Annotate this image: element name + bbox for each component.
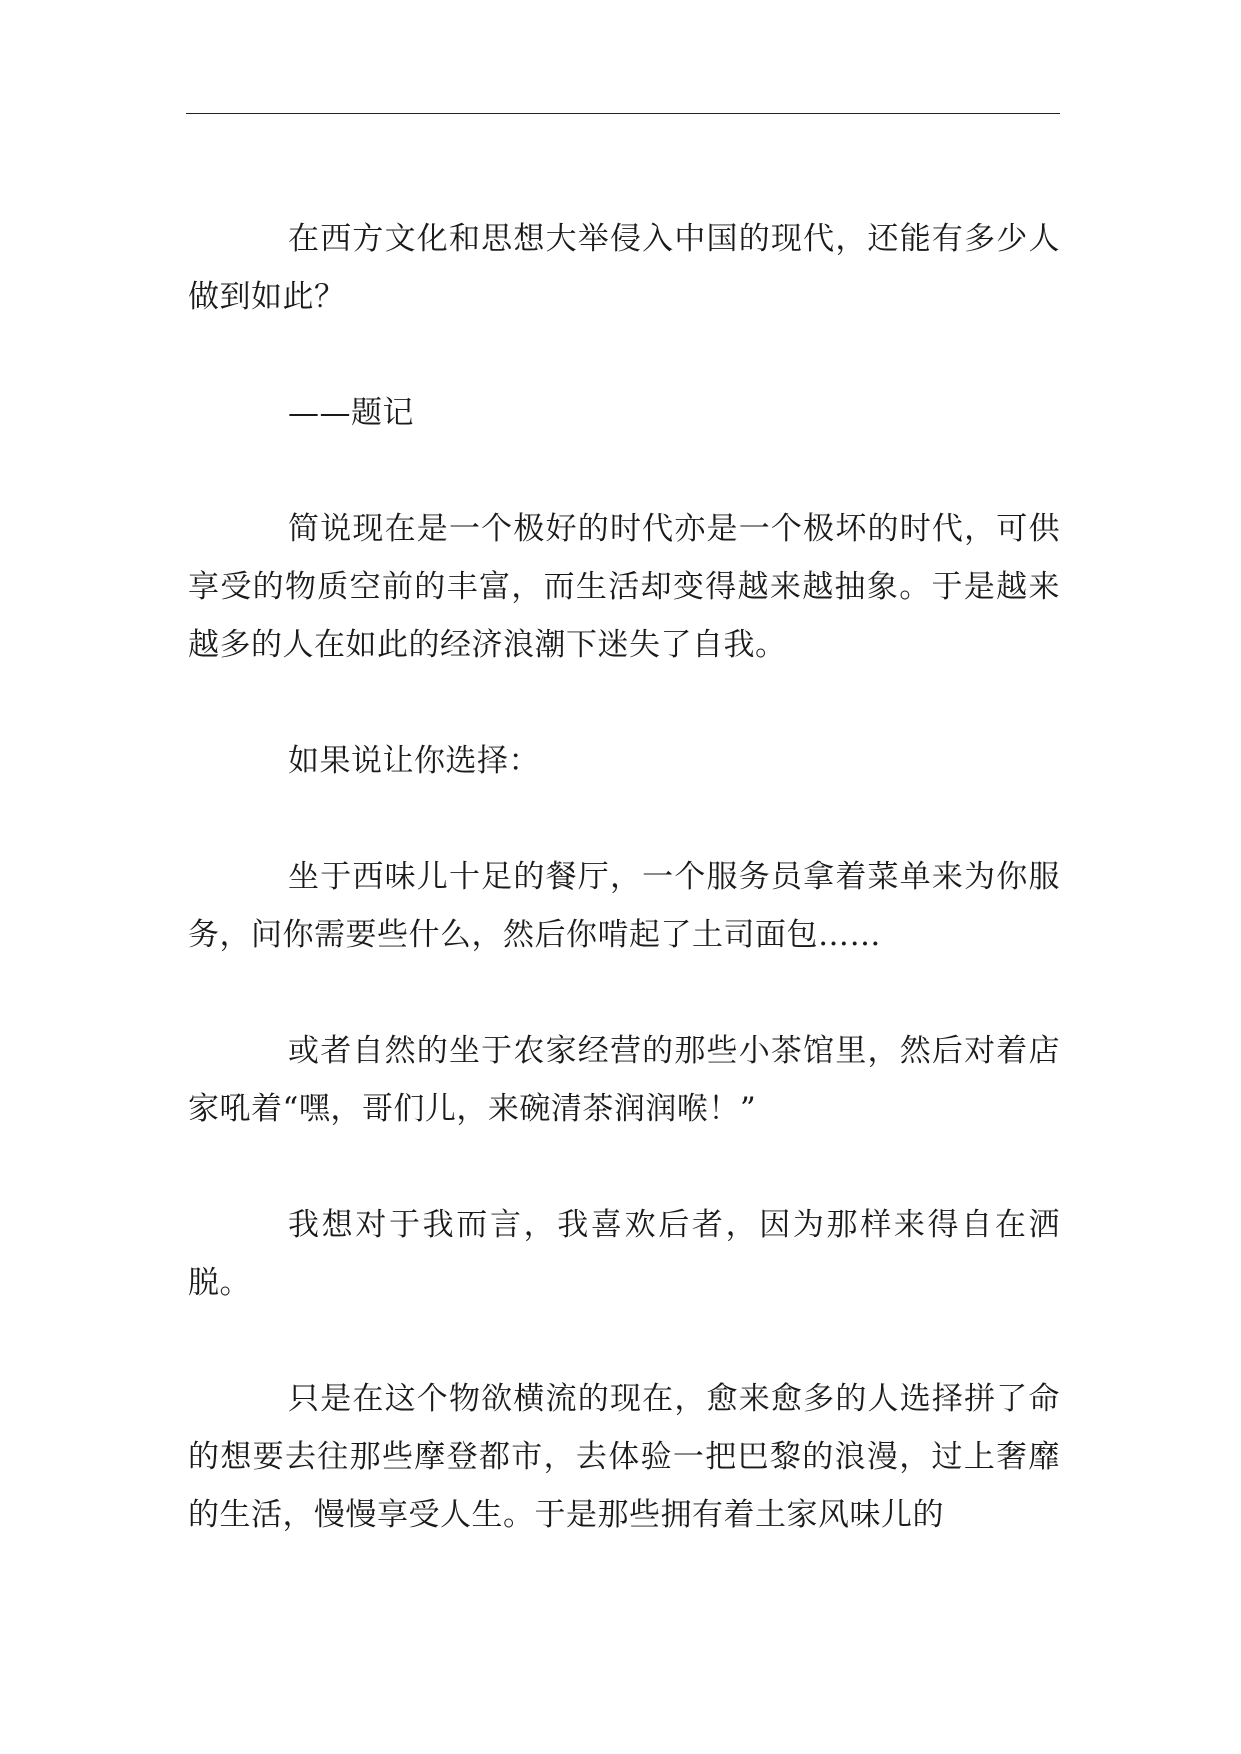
header-divider — [186, 113, 1060, 114]
paragraph-5: 或者自然的坐于农家经营的那些小茶馆里，然后对着店家吼着“嘿，哥们儿，来碗清茶润润喉！” — [188, 1033, 1060, 1127]
paragraph-7: 只是在这个物欲横流的现在，愈来愈多的人选择拼了命的想要去往那些摩登都市，去体验一把巴黎的浪漫，过上奢靡的生活，慢慢享受人生。于是那些拥有着土家风味儿的 — [188, 1381, 1060, 1533]
paragraph-1: 在西方文化和思想大举侵入中国的现代，还能有多少人做到如此？ — [188, 221, 1060, 315]
document-body — [188, 210, 1060, 1544]
paragraph-4: 坐于西味儿十足的餐厅，一个服务员拿着菜单来为你服务，问你需要些什么，然后你啃起了土司面包…… — [188, 859, 1060, 953]
paragraph-2: 简说现在是一个极好的时代亦是一个极坏的时代，可供享受的物质空前的丰富，而生活却变得越来越抽象。于是越来越多的人在如此的经济浪潮下迷失了自我。 — [188, 511, 1060, 663]
paragraph-3: 如果说让你选择： — [288, 743, 540, 779]
paragraph-6: 我想对于我而言，我喜欢后者，因为那样来得自在洒脱。 — [188, 1207, 1060, 1301]
epigraph-attribution: ——题记 — [288, 395, 414, 431]
